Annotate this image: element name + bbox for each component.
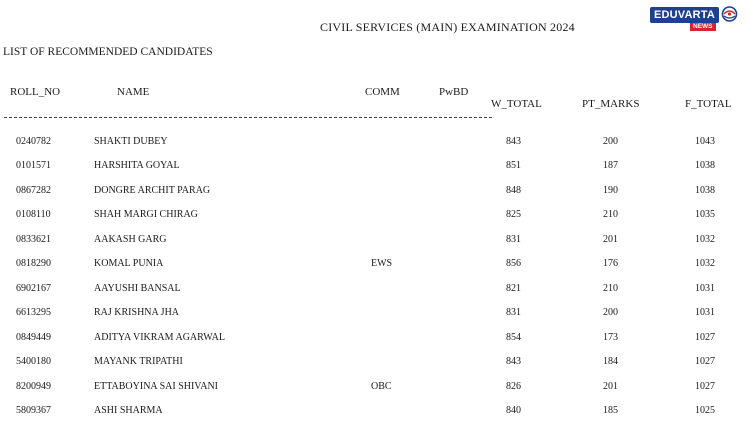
roll-no-cell: 0849449 (16, 331, 51, 343)
f-total-cell: 1027 (695, 356, 715, 368)
name-cell: ADITYA VIKRAM AGARWAL (94, 331, 225, 343)
table-row (0, 209, 750, 223)
name-cell: RAJ KRISHNA JHA (94, 307, 180, 319)
comm-cell: EWS (371, 258, 393, 270)
eduvarta-logo (650, 5, 737, 31)
col-header-w-total: W_TOTAL (491, 98, 542, 110)
header-divider (4, 117, 492, 118)
roll-no-cell: 6902167 (16, 282, 51, 294)
w-total-cell: 840 (506, 404, 521, 416)
f-total-cell: 1032 (695, 233, 715, 245)
f-total-cell: 1025 (695, 404, 715, 416)
globe-icon (721, 5, 738, 25)
table-row (0, 160, 750, 174)
name-cell: ETTABOYINA SAI SHIVANI (94, 380, 219, 392)
table-row (0, 185, 750, 199)
w-total-cell: 831 (506, 233, 521, 245)
table-row (0, 136, 750, 150)
pt-marks-cell: 190 (603, 184, 618, 196)
f-total-cell: 1031 (695, 282, 715, 294)
name-cell: DONGRE ARCHIT PARAG (94, 184, 211, 196)
roll-no-cell: 6613295 (16, 307, 51, 319)
pt-marks-cell: 200 (603, 307, 618, 319)
pt-marks-cell: 210 (603, 209, 618, 221)
name-cell: KOMAL PUNIA (94, 258, 164, 270)
f-total-cell: 1031 (695, 307, 715, 319)
roll-no-cell: 0867282 (16, 184, 51, 196)
f-total-cell: 1027 (695, 380, 715, 392)
name-cell: HARSHITA GOYAL (94, 160, 180, 172)
name-cell: AAKASH GARG (94, 233, 167, 245)
pt-marks-cell: 201 (603, 233, 618, 245)
pt-marks-cell: 184 (603, 356, 618, 368)
pt-marks-cell: 200 (603, 136, 618, 147)
f-total-cell: 1043 (695, 136, 715, 147)
pt-marks-cell: 176 (603, 258, 618, 270)
w-total-cell: 851 (506, 160, 521, 172)
w-total-cell: 848 (506, 184, 521, 196)
name-cell: MAYANK TRIPATHI (94, 356, 183, 368)
col-header-f-total: F_TOTAL (685, 98, 732, 110)
logo-brand: EDUVARTA (650, 7, 719, 23)
f-total-cell: 1038 (695, 160, 715, 172)
w-total-cell: 843 (506, 356, 521, 368)
name-cell: ASHI SHARMA (94, 404, 163, 416)
pt-marks-cell: 201 (603, 380, 618, 392)
f-total-cell: 1032 (695, 258, 715, 270)
table-row (0, 405, 750, 419)
w-total-cell: 856 (506, 258, 521, 270)
roll-no-cell: 0240782 (16, 136, 51, 147)
pt-marks-cell: 210 (603, 282, 618, 294)
pt-marks-cell: 185 (603, 404, 618, 416)
table-row (0, 332, 750, 346)
col-header-comm: COMM (365, 86, 400, 98)
name-cell: SHAKTI DUBEY (94, 136, 168, 147)
pt-marks-cell: 187 (603, 160, 618, 172)
w-total-cell: 854 (506, 331, 521, 343)
roll-no-cell: 0818290 (16, 258, 51, 270)
pt-marks-cell: 173 (603, 331, 618, 343)
roll-no-cell: 0833621 (16, 233, 51, 245)
roll-no-cell: 0101571 (16, 160, 51, 172)
page-title: CIVIL SERVICES (MAIN) EXAMINATION 2024 (320, 20, 575, 34)
roll-no-cell: 8200949 (16, 380, 51, 392)
table-row (0, 381, 750, 395)
roll-no-cell: 5809367 (16, 404, 51, 416)
table-row (0, 307, 750, 321)
col-header-pwbd: PwBD (439, 86, 469, 98)
col-header-pt-marks: PT_MARKS (582, 98, 640, 110)
table-row (0, 283, 750, 297)
col-header-roll-no: ROLL_NO (10, 86, 61, 98)
name-cell: SHAH MARGI CHIRAG (94, 209, 198, 221)
f-total-cell: 1035 (695, 209, 715, 221)
comm-cell: OBC (371, 380, 392, 392)
f-total-cell: 1038 (695, 184, 715, 196)
w-total-cell: 831 (506, 307, 521, 319)
f-total-cell: 1027 (695, 331, 715, 343)
roll-no-cell: 0108110 (16, 209, 51, 221)
list-subtitle: LIST OF RECOMMENDED CANDIDATES (3, 46, 213, 58)
w-total-cell: 825 (506, 209, 521, 221)
table-row (0, 356, 750, 370)
logo-news-tag: NEWS (690, 23, 716, 31)
table-row (0, 234, 750, 248)
w-total-cell: 821 (506, 282, 521, 294)
name-cell: AAYUSHI BANSAL (94, 282, 181, 294)
w-total-cell: 826 (506, 380, 521, 392)
col-header-name: NAME (117, 86, 150, 98)
w-total-cell: 843 (506, 136, 521, 147)
table-row (0, 258, 750, 272)
roll-no-cell: 5400180 (16, 356, 51, 368)
